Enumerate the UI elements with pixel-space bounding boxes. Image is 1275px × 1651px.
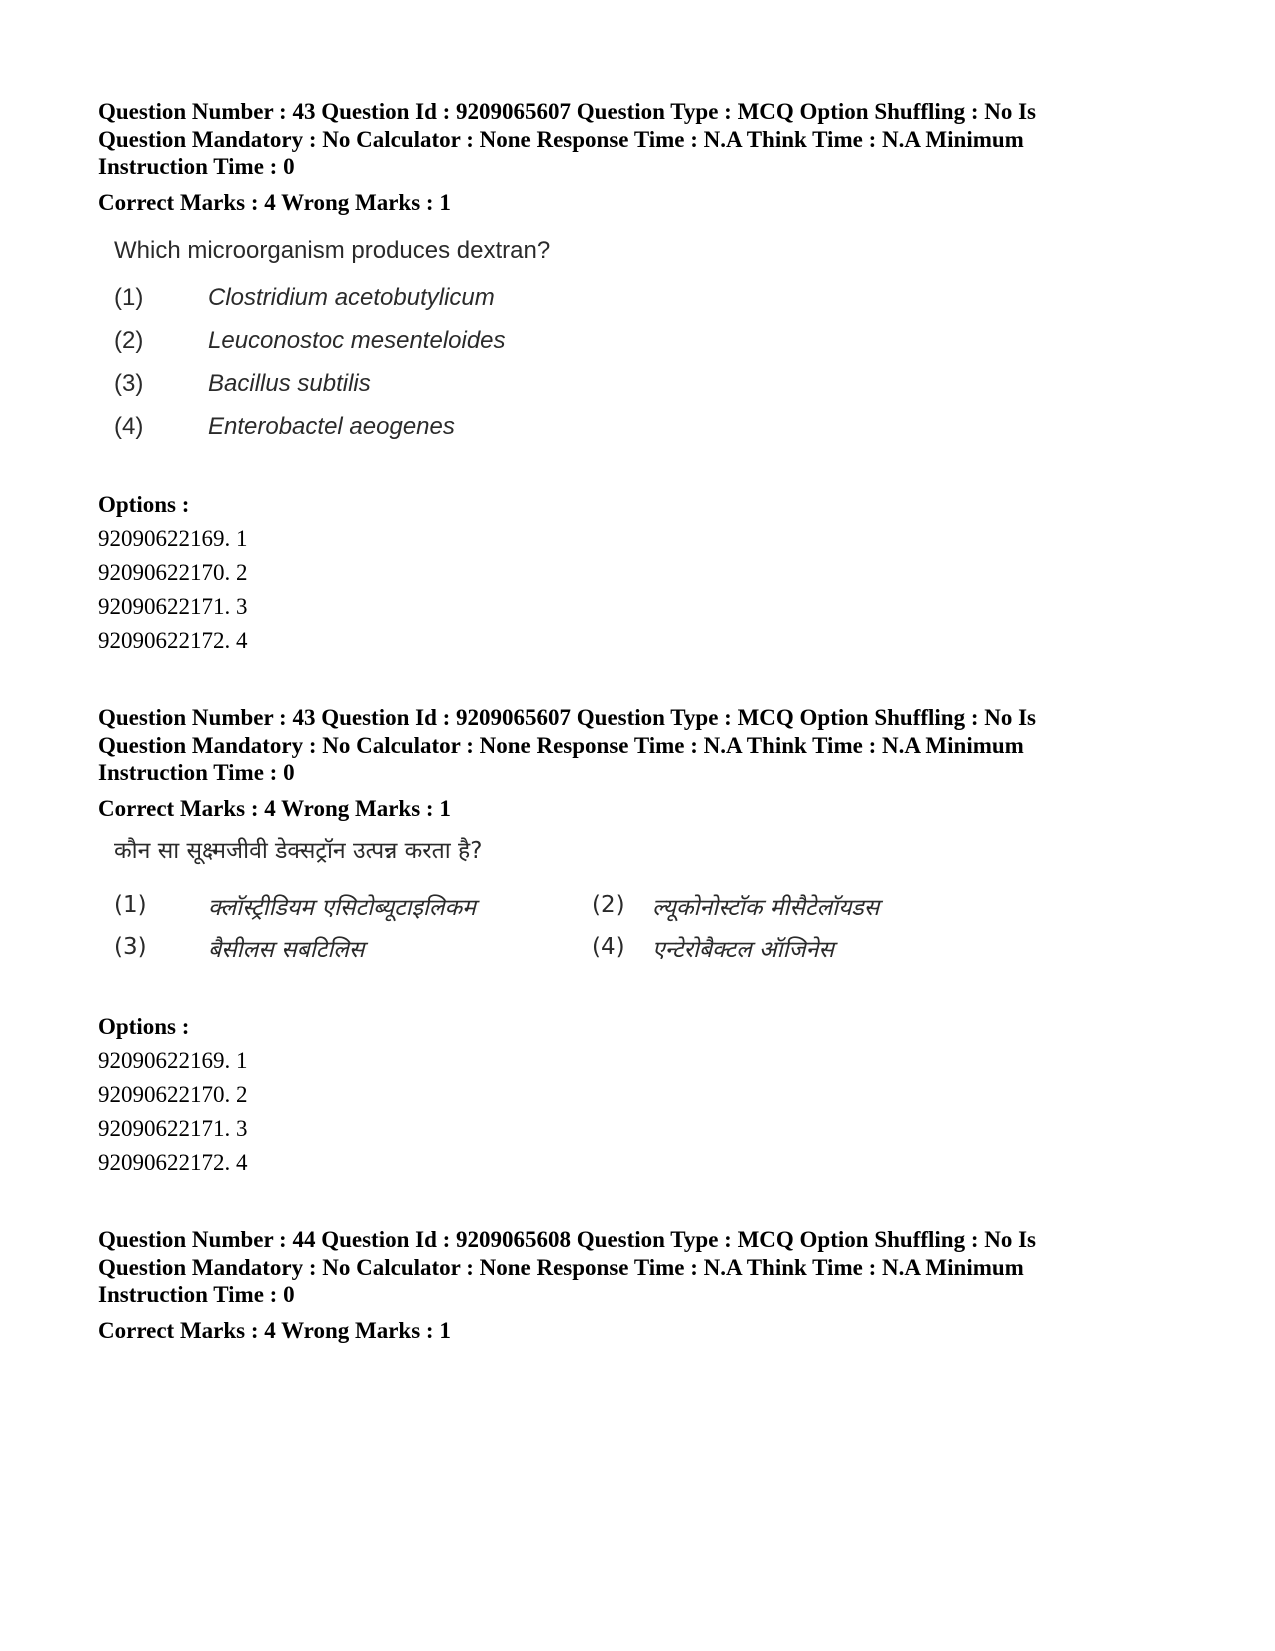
question-44-header [98, 1226, 1178, 1344]
choice-number: (1) [114, 892, 147, 918]
options-heading: Options : [98, 492, 190, 517]
choice-number: (1) [114, 284, 144, 311]
question-stem: कौन सा सूक्ष्मजीवी डेक्सट्रॉन उत्पन्न करता है? [114, 838, 483, 864]
option-line: 92090622171. 3 [98, 594, 248, 619]
question-meta: Question Number : 43 Question Id : 9209065607 Question Type : MCQ Option Shuffling : No Is Question Mandatory : No Calculator : None Response Time : N.A Think Time : N.A Minimum Instruction Time : 0 [98, 705, 1037, 785]
question-43-options [98, 488, 1178, 658]
choice-number: (4) [592, 934, 625, 960]
answer-choice [98, 413, 998, 456]
answer-choice [98, 284, 998, 327]
choice-text: बैसीलस सबटिलिस [208, 937, 365, 963]
choice-text: Bacillus subtilis [208, 370, 371, 397]
choice-text: Leuconostoc mesenteloides [208, 327, 506, 354]
choice-text: Enterobactel aeogenes [208, 413, 455, 440]
choice-text: एन्टेरोबैक्टल ऑजिनेस [652, 937, 834, 963]
options-heading: Options : [98, 1014, 190, 1039]
question-43-english-body [98, 236, 998, 456]
option-line: 92090622169. 1 [98, 526, 248, 551]
question-43-hindi-header [98, 704, 1178, 822]
option-line: 92090622172. 4 [98, 1150, 248, 1175]
question-marks: Correct Marks : 4 Wrong Marks : 1 [98, 189, 451, 215]
question-marks: Correct Marks : 4 Wrong Marks : 1 [98, 1317, 451, 1343]
choice-text: क्लॉस्ट्रीडियम एसिटोब्यूटाइलिकम [208, 895, 476, 921]
question-stem: Which microorganism produces dextran? [114, 237, 551, 264]
option-line: 92090622170. 2 [98, 560, 248, 585]
option-line: 92090622172. 4 [98, 628, 248, 653]
choice-text: Clostridium acetobutylicum [208, 284, 495, 311]
answer-choice [98, 370, 998, 413]
choice-number: (4) [114, 413, 144, 440]
choice-number: (2) [592, 892, 625, 918]
answer-choice [98, 327, 998, 370]
question-43-header [98, 98, 1178, 216]
choice-number: (3) [114, 934, 147, 960]
question-43-hindi-options [98, 1010, 1178, 1180]
question-meta: Question Number : 43 Question Id : 9209065607 Question Type : MCQ Option Shuffling : No Is Question Mandatory : No Calculator : None Response Time : N.A Think Time : N.A Minimum Instruction Time : 0 [98, 99, 1037, 179]
option-line: 92090622171. 3 [98, 1116, 248, 1141]
option-line: 92090622170. 2 [98, 1082, 248, 1107]
choice-number: (2) [114, 327, 144, 354]
question-meta: Question Number : 44 Question Id : 9209065608 Question Type : MCQ Option Shuffling : No Is Question Mandatory : No Calculator : None Response Time : N.A Think Time : N.A Minimum Instruction Time : 0 [98, 1227, 1037, 1307]
choice-text: ल्यूकोनोस्टॉक मीसैटेलॉयडस [652, 895, 880, 921]
option-line: 92090622169. 1 [98, 1048, 248, 1073]
question-marks: Correct Marks : 4 Wrong Marks : 1 [98, 795, 451, 821]
choice-number: (3) [114, 370, 144, 397]
question-43-hindi-body [98, 836, 998, 976]
